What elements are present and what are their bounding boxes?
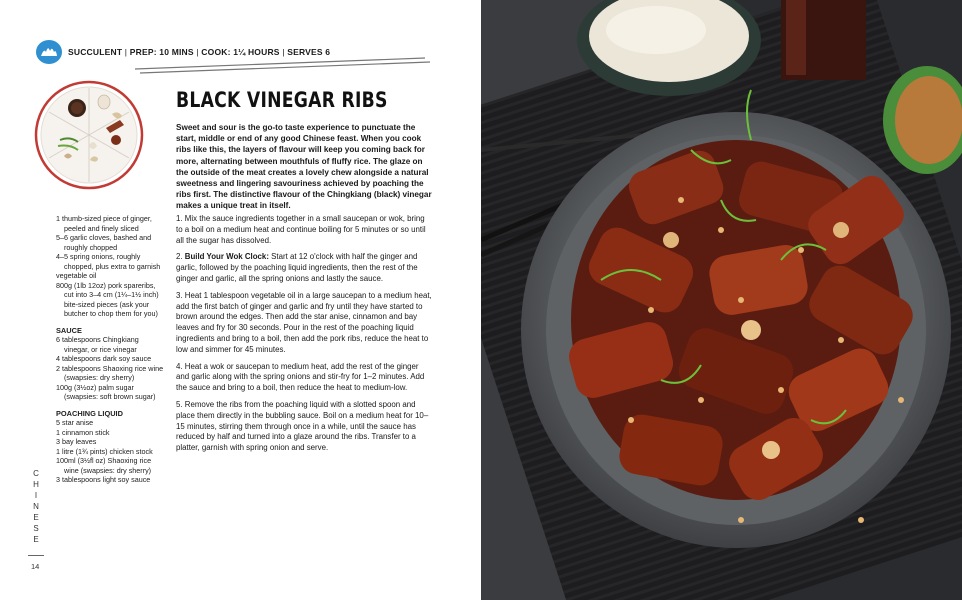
recipe-meta: SUCCULENT | PREP: 10 MINS | COOK: 1¼ HOURS | SERVES 6 xyxy=(68,47,331,57)
ingredient-item: 6 tablespoons Chingkiang vinegar, or rice vinegar xyxy=(56,335,139,354)
method-step-5: 5. Remove the ribs from the poaching liquid with a slotted spoon and place them directly in the bubbling sauce. Boil on a medium heat for 10–15 minutes, stirring them through once in a while, until the sauce has reduced by half and turned into a glaze around the ribs. Transfer to a platter, garnish with spring onion and serve. xyxy=(176,399,429,453)
wok-clock-label: Build Your Wok Clock: xyxy=(184,252,269,262)
ingredient-item: 100ml (3½fl oz) Shaoxing rice wine (swapsies: dry sherry) xyxy=(56,456,152,475)
page-number: 14 xyxy=(31,562,40,571)
chapter-letter: S xyxy=(33,524,39,533)
ingredients-list xyxy=(56,214,164,485)
serves-count: SERVES 6 xyxy=(287,47,331,57)
recipe-intro: Sweet and sour is the go-to taste experience to punctuate the start, middle or end of any good Chinese feast. When you cook ribs like this, the layers of flavour will keep you coming back for more, alternating between mouthfuls of fluffy rice. The glaze on the outside of the meat creates a lovely chew alongside a natural sweetness and lingering savouriness achieved by poaching the ribs first. The distinctive flavour of the Chingkiang (black) vinegar makes a unique treat in itself. xyxy=(176,123,432,211)
ingredient-item: 4–5 spring onions, roughly chopped, plus extra to garnish xyxy=(56,252,161,271)
chapter-letter: E xyxy=(33,513,39,522)
method-steps xyxy=(176,214,432,460)
chopsticks-icon xyxy=(135,55,435,75)
ingredient-item: 4 tablespoons dark soy sauce xyxy=(56,354,152,363)
sauce-heading: SAUCE xyxy=(56,325,82,335)
ingredient-item: 800g (1lb 12oz) pork spareribs, cut into 3–4 cm (1¼–1½ inch) bite-sized pieces (ask your butcher to chop them for you) xyxy=(56,280,159,318)
ingredient-group-main xyxy=(56,214,164,319)
ribs-platter-illustration xyxy=(481,0,962,600)
method-step-3: 3. Heat 1 tablespoon vegetable oil in a large saucepan to a medium heat, add the first batch of ginger and garlic and fry until they have started to brown around the edges. Then add the star anise, cinnamon and bay leaves and fry for 30 seconds. Pour in the rest of the poaching liquid ingredients and bring to a boil, then add the pork ribs, reduce the heat to low and simmer for 45 minutes. xyxy=(176,290,432,354)
chapter-side-label xyxy=(32,468,40,545)
ingredient-item: 5 star anise xyxy=(56,418,94,427)
ingredient-group-sauce xyxy=(56,335,164,402)
ingredient-item: 3 bay leaves xyxy=(56,437,97,446)
ingredient-item: 1 thumb-sized piece of ginger, peeled and finely sliced xyxy=(56,214,152,233)
ingredient-item: 100g (3½oz) palm sugar (swapsies: soft brown sugar) xyxy=(56,382,156,401)
ingredient-item: 2 tablespoons Shaoxing rice wine (swapsies: dry sherry) xyxy=(56,363,164,382)
ingredient-group-poaching xyxy=(56,418,164,485)
page-number-rule xyxy=(28,555,44,556)
ingredient-item: vegetable oil xyxy=(56,271,97,280)
food-photo xyxy=(481,0,962,600)
ingredient-item: 1 cinnamon stick xyxy=(56,427,110,437)
wok-clock-plate xyxy=(34,80,144,190)
prep-time: PREP: 10 MINS xyxy=(129,47,194,57)
chapter-letter: H xyxy=(33,480,39,489)
step-text: Start at 12 o'clock with half the ginger and garlic, followed by the poaching liquid ingredients, then the rest of the ginger and garlic, all the spring onions and lastly the sauce. xyxy=(176,252,418,283)
chapter-letter: E xyxy=(33,535,39,544)
ingredient-item: 5–6 garlic cloves, bashed and roughly chopped xyxy=(56,233,152,252)
method-step-4: 4. Heat a wok or saucepan to medium heat, add the rest of the ginger and garlic along with the spring onions and stir-fry for 1–2 minutes. Add the sauce and bring to a boil, then reduce the heat to medium-low. xyxy=(176,361,425,393)
succulent-droplet-icon xyxy=(36,40,62,64)
ingredient-item: 1 litre (1¾ pints) chicken stock xyxy=(56,446,153,456)
cook-time: COOK: 1¼ HOURS xyxy=(201,47,280,57)
chapter-letter: I xyxy=(34,491,38,500)
chapter-letter: C xyxy=(33,469,39,478)
method-step-1: 1. Mix the sauce ingredients together in a small saucepan or wok, bring to a boil on a medium heat and continue boiling for 5 minutes or so until all the sugar has dissolved. xyxy=(176,214,426,245)
step-number: 2. xyxy=(176,252,185,262)
category-label: SUCCULENT xyxy=(68,47,123,57)
chapter-letter: N xyxy=(33,502,39,511)
recipe-title: BLACK VINEGAR RIBS xyxy=(176,88,388,112)
poaching-heading: POACHING LIQUID xyxy=(56,408,123,418)
method-step-2 xyxy=(176,252,432,284)
ingredient-item: 3 tablespoons light soy sauce xyxy=(56,475,151,484)
